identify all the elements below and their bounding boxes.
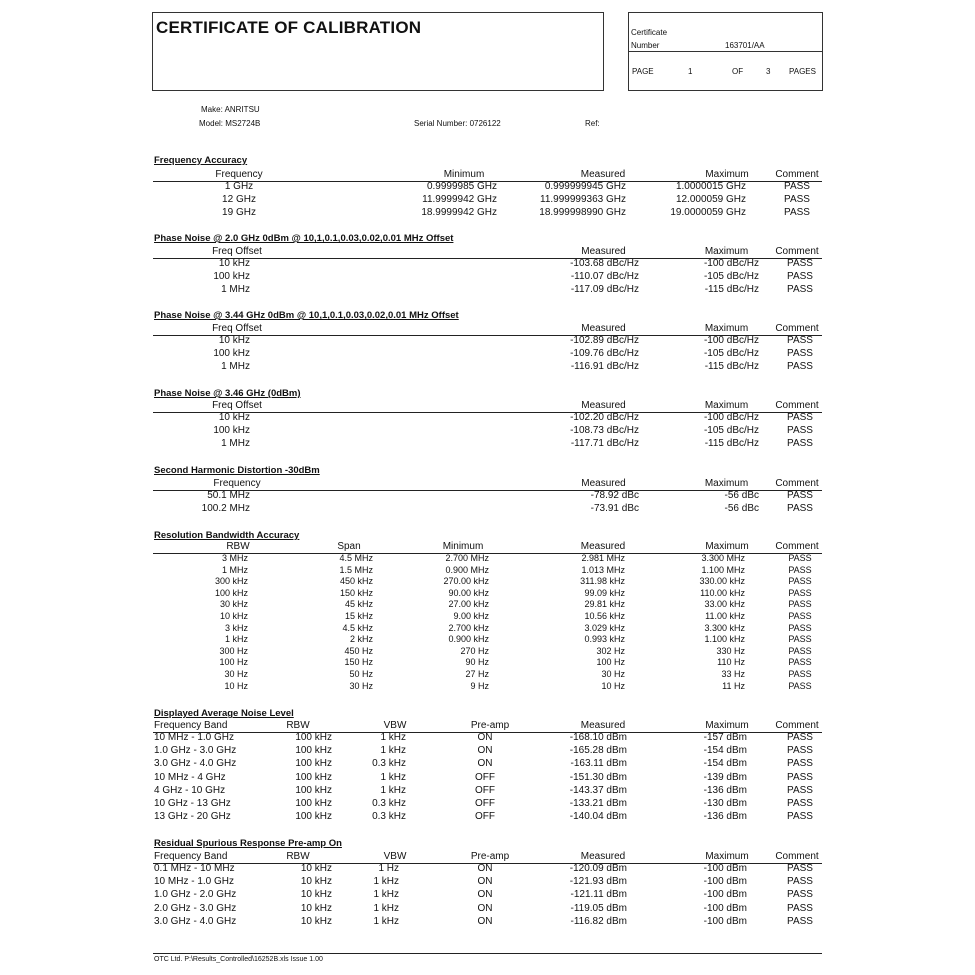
table-cell: 1 MHz bbox=[221, 438, 250, 449]
table-cell: 19 GHz bbox=[222, 207, 256, 218]
footer-text: OTC Ltd. P:\Results_Controlled\16252B.xls Issue 1.00 bbox=[154, 956, 323, 963]
column-header-measured: Measured bbox=[581, 323, 626, 334]
table-cell: PASS bbox=[788, 576, 812, 587]
column-header-maximum: Maximum bbox=[705, 169, 749, 180]
table-cell: 4 GHz - 10 GHz bbox=[154, 784, 226, 796]
table-cell: -105 dBc/Hz bbox=[703, 425, 759, 436]
table-cell: 0.900 MHz bbox=[445, 564, 489, 575]
table-cell: -100 dBm bbox=[703, 876, 747, 888]
table-cell: -140.04 dBm bbox=[569, 811, 627, 823]
table-cell: -130 dBm bbox=[703, 798, 747, 809]
column-header-maximum: Maximum bbox=[705, 851, 749, 862]
table-cell: -100 dBc/Hz bbox=[703, 258, 759, 269]
table-cell: 11.9999942 GHz bbox=[422, 194, 497, 205]
table-cell: 3 MHz bbox=[221, 553, 248, 563]
table-cell: 1 kHz bbox=[373, 915, 399, 927]
table-cell: -121.11 dBm bbox=[570, 889, 627, 901]
table-cell: 10 GHz - 13 GHz bbox=[154, 798, 231, 809]
table-cell: 33.00 kHz bbox=[704, 599, 745, 610]
column-header-freq-offset: Freq Offset bbox=[212, 246, 262, 257]
table-cell: PASS bbox=[788, 657, 812, 668]
section-title: Frequency Accuracy bbox=[154, 155, 248, 166]
column-header-comment: Comment bbox=[775, 720, 819, 731]
table-cell: -100 dBm bbox=[703, 863, 747, 874]
table-cell: 0.3 kHz bbox=[372, 758, 406, 770]
table-cell: PASS bbox=[787, 425, 813, 436]
pages-label: PAGES bbox=[789, 67, 816, 76]
table-cell: 50 Hz bbox=[349, 669, 373, 679]
table-cell: 100 kHz bbox=[295, 758, 332, 770]
table-cell: 27.00 kHz bbox=[448, 599, 489, 610]
column-header-maximum: Maximum bbox=[705, 720, 749, 731]
table-cell: PASS bbox=[787, 745, 813, 757]
table-cell: 10 kHz bbox=[300, 889, 332, 901]
table-cell: 10 kHz bbox=[218, 335, 250, 346]
table-cell: OFF bbox=[475, 798, 495, 809]
table-cell: 100 kHz bbox=[213, 425, 250, 436]
table-cell: -100 dBm bbox=[703, 915, 747, 927]
table-cell: ON bbox=[477, 876, 493, 888]
table-cell: 18.9999942 GHz bbox=[421, 207, 497, 218]
table-cell: -102.89 dBc/Hz bbox=[570, 335, 639, 346]
table-cell: OFF bbox=[475, 784, 495, 796]
column-header-measured: Measured bbox=[581, 400, 626, 411]
of-label: OF bbox=[732, 67, 744, 76]
table-cell: PASS bbox=[788, 680, 812, 691]
table-cell: PASS bbox=[784, 194, 810, 205]
certificate-label: Certificate bbox=[631, 28, 668, 37]
table-cell: 3.300 MHz bbox=[701, 553, 745, 563]
table-cell: PASS bbox=[787, 784, 813, 796]
table-cell: PASS bbox=[787, 863, 813, 874]
table-cell: 100 kHz bbox=[295, 811, 332, 823]
table-cell: PASS bbox=[787, 889, 813, 901]
column-header-measured: Measured bbox=[580, 851, 626, 862]
column-header-vbw: VBW bbox=[383, 720, 407, 731]
table-cell: 12 GHz bbox=[222, 194, 256, 205]
table-cell: 150 kHz bbox=[339, 587, 373, 598]
table-cell: 30 kHz bbox=[219, 599, 248, 610]
column-header-measured: Measured bbox=[580, 720, 626, 731]
table-cell: 0.993 kHz bbox=[584, 634, 625, 645]
table-cell: PASS bbox=[787, 503, 813, 514]
column-header-maximum: Maximum bbox=[704, 400, 749, 411]
ref-field: Ref: bbox=[585, 119, 600, 128]
column-header-comment: Comment bbox=[775, 323, 819, 334]
table-cell: 11.00 kHz bbox=[705, 611, 745, 621]
table-cell: 100 kHz bbox=[295, 732, 332, 743]
table-cell: ON bbox=[477, 745, 493, 757]
table-cell: -115 dBc/Hz bbox=[704, 361, 759, 372]
table-cell: 50.1 MHz bbox=[207, 490, 250, 501]
table-cell: 100 kHz bbox=[295, 745, 332, 757]
column-header-comment: Comment bbox=[775, 400, 819, 411]
table-cell: 1 MHz bbox=[221, 284, 250, 295]
table-cell: 270 Hz bbox=[460, 645, 489, 656]
table-cell: 100 Hz bbox=[596, 657, 625, 668]
table-cell: -117.09 dBc/Hz bbox=[570, 284, 639, 295]
page-total: 3 bbox=[766, 67, 771, 76]
column-header-frequency-band: Frequency Band bbox=[154, 720, 228, 731]
table-cell: -115 dBc/Hz bbox=[704, 438, 759, 449]
table-cell: ON bbox=[477, 902, 493, 914]
table-cell: 1.5 MHz bbox=[339, 564, 373, 575]
table-cell: 1 kHz bbox=[380, 784, 406, 796]
table-cell: -103.68 dBc/Hz bbox=[570, 258, 639, 269]
section-title: Residual Spurious Response Pre-amp On bbox=[154, 838, 342, 849]
table-cell: 10 Hz bbox=[224, 680, 248, 691]
table-cell: 1 Hz bbox=[378, 863, 399, 874]
table-cell: 12.000059 GHz bbox=[675, 194, 746, 205]
column-header-frequency: Frequency bbox=[215, 169, 263, 180]
table-cell: 9 Hz bbox=[470, 680, 489, 691]
table-cell: PASS bbox=[787, 348, 813, 359]
table-cell: PASS bbox=[787, 271, 813, 282]
table-cell: -165.28 dBm bbox=[569, 745, 627, 757]
table-cell: 3 kHz bbox=[224, 622, 248, 633]
table-cell: 0.1 MHz - 10 MHz bbox=[154, 863, 235, 874]
column-header-comment: Comment bbox=[775, 169, 819, 180]
table-cell: OFF bbox=[475, 811, 495, 823]
table-cell: 100 kHz bbox=[214, 587, 248, 598]
table-cell: PASS bbox=[788, 645, 812, 656]
table-cell: -110.07 dBc/Hz bbox=[570, 271, 639, 282]
table-cell: 4.5 MHz bbox=[339, 553, 373, 563]
table-cell: 11 Hz bbox=[722, 680, 745, 691]
table-cell: 2.700 kHz bbox=[448, 622, 489, 633]
table-cell: -100 dBc/Hz bbox=[703, 412, 759, 423]
table-cell: 302 Hz bbox=[596, 645, 625, 656]
table-cell: -109.76 dBc/Hz bbox=[570, 348, 639, 359]
table-cell: 10 MHz - 4 GHz bbox=[154, 771, 226, 783]
table-cell: 1 MHz bbox=[221, 564, 248, 575]
table-cell: PASS bbox=[788, 669, 812, 679]
column-header-pre-amp: Pre-amp bbox=[470, 851, 510, 862]
table-cell: PASS bbox=[787, 490, 813, 501]
table-cell: PASS bbox=[787, 915, 813, 927]
table-cell: 2.700 MHz bbox=[445, 553, 489, 563]
section-title: Resolution Bandwidth Accuracy bbox=[154, 530, 300, 541]
table-cell: -56 dBc bbox=[724, 503, 759, 514]
table-cell: 30 Hz bbox=[349, 680, 373, 691]
table-cell: PASS bbox=[787, 876, 813, 888]
table-cell: 0.900 kHz bbox=[448, 634, 489, 645]
table-cell: 330 Hz bbox=[716, 645, 745, 656]
table-cell: -151.30 dBm bbox=[569, 771, 627, 783]
table-cell: 10 MHz - 1.0 GHz bbox=[154, 732, 235, 743]
table-cell: PASS bbox=[784, 207, 810, 218]
document-title: CERTIFICATE OF CALIBRATION bbox=[156, 18, 422, 37]
page-label: PAGE bbox=[632, 67, 654, 76]
table-cell: 45 kHz bbox=[344, 599, 373, 610]
table-cell: PASS bbox=[787, 732, 813, 743]
table-cell: 311.98 kHz bbox=[580, 576, 625, 587]
table-cell: -168.10 dBm bbox=[569, 732, 627, 743]
table-cell: 29.81 kHz bbox=[584, 599, 625, 610]
table-cell: PASS bbox=[787, 758, 813, 770]
column-header-comment: Comment bbox=[775, 851, 819, 862]
table-cell: -136 dBm bbox=[703, 784, 747, 796]
table-cell: ON bbox=[477, 889, 493, 901]
table-cell: PASS bbox=[788, 634, 812, 645]
column-header-span: Span bbox=[337, 541, 361, 552]
table-cell: -121.93 dBm bbox=[569, 876, 627, 888]
column-header-rbw: RBW bbox=[226, 541, 250, 552]
table-cell: 100.2 MHz bbox=[201, 503, 250, 514]
table-cell: 100 kHz bbox=[213, 271, 250, 282]
table-cell: -120.09 dBm bbox=[569, 863, 627, 874]
table-cell: 90 Hz bbox=[465, 657, 489, 668]
table-cell: 1 kHz bbox=[380, 771, 406, 783]
table-cell: PASS bbox=[787, 902, 813, 914]
certificate-divider bbox=[628, 51, 823, 52]
table-cell: 1.100 kHz bbox=[704, 634, 745, 645]
section-title: Phase Noise @ 2.0 GHz 0dBm @ 10,1,0.1,0.03,0.02,0.01 MHz Offset bbox=[154, 233, 454, 244]
table-cell: 100 kHz bbox=[213, 348, 250, 359]
table-cell: 4.5 kHz bbox=[342, 622, 373, 633]
table-cell: 33 Hz bbox=[721, 669, 745, 679]
table-cell: PASS bbox=[787, 284, 813, 295]
table-cell: 1.013 MHz bbox=[581, 564, 625, 575]
table-cell: 1.100 MHz bbox=[701, 564, 745, 575]
table-cell: 1 kHz bbox=[380, 732, 406, 743]
table-cell: 450 Hz bbox=[344, 645, 373, 656]
table-cell: 10 kHz bbox=[300, 863, 332, 874]
column-header-rbw: RBW bbox=[286, 720, 310, 731]
table-cell: -108.73 dBc/Hz bbox=[570, 425, 639, 436]
table-cell: -117.71 dBc/Hz bbox=[570, 438, 639, 449]
table-cell: 2.0 GHz - 3.0 GHz bbox=[154, 902, 237, 914]
table-cell: -100 dBm bbox=[703, 902, 747, 914]
table-cell: ON bbox=[477, 915, 493, 927]
table-cell: -115 dBc/Hz bbox=[704, 284, 759, 295]
table-cell: -100 dBc/Hz bbox=[703, 335, 759, 346]
page-number: 1 bbox=[688, 67, 693, 76]
table-cell: 2 kHz bbox=[349, 634, 373, 645]
table-cell: PASS bbox=[788, 622, 812, 633]
table-cell: -154 dBm bbox=[703, 745, 747, 757]
table-cell: -102.20 dBc/Hz bbox=[570, 412, 639, 423]
column-header-frequency-band: Frequency Band bbox=[154, 851, 228, 862]
table-cell: 0.3 kHz bbox=[372, 811, 406, 823]
table-cell: 300 Hz bbox=[219, 645, 248, 656]
table-cell: OFF bbox=[475, 771, 495, 783]
table-cell: 30 Hz bbox=[224, 669, 248, 679]
column-header-measured: Measured bbox=[581, 478, 626, 489]
table-cell: 19.0000059 GHz bbox=[670, 207, 746, 218]
table-cell: 27 Hz bbox=[465, 669, 489, 679]
table-cell: 1 kHz bbox=[224, 634, 248, 645]
table-cell: 1 kHz bbox=[373, 889, 399, 901]
table-cell: 1 kHz bbox=[373, 876, 399, 888]
table-cell: 10.56 kHz bbox=[584, 611, 625, 621]
table-cell: -154 dBm bbox=[703, 758, 747, 770]
column-header-maximum: Maximum bbox=[704, 478, 749, 489]
table-cell: 10 kHz bbox=[300, 876, 332, 888]
table-cell: 330.00 kHz bbox=[699, 576, 745, 587]
table-cell: ON bbox=[477, 758, 493, 770]
model-field: Model: MS2724B bbox=[199, 119, 261, 128]
table-cell: 1 kHz bbox=[380, 745, 406, 757]
table-cell: -139 dBm bbox=[703, 771, 747, 783]
table-cell: -73.91 dBc bbox=[590, 503, 639, 514]
column-header-comment: Comment bbox=[775, 541, 819, 552]
table-cell: PASS bbox=[787, 361, 813, 372]
table-cell: 10 Hz bbox=[601, 680, 625, 691]
table-cell: PASS bbox=[787, 771, 813, 783]
table-cell: PASS bbox=[788, 553, 812, 563]
table-cell: -56 dBc bbox=[724, 490, 759, 501]
table-cell: 110.00 kHz bbox=[700, 587, 745, 598]
table-cell: 3.029 kHz bbox=[584, 622, 625, 633]
table-cell: PASS bbox=[788, 587, 812, 598]
table-cell: 1.0 GHz - 2.0 GHz bbox=[154, 889, 237, 901]
table-cell: 1 GHz bbox=[224, 181, 254, 192]
column-header-minimum: Minimum bbox=[442, 541, 484, 552]
table-cell: 99.09 kHz bbox=[584, 587, 625, 598]
table-cell: -163.11 dBm bbox=[570, 758, 627, 770]
table-cell: 300 kHz bbox=[214, 576, 248, 587]
table-cell: PASS bbox=[787, 438, 813, 449]
column-header-comment: Comment bbox=[775, 478, 819, 489]
table-cell: 100 Hz bbox=[219, 657, 248, 668]
table-cell: PASS bbox=[788, 599, 812, 610]
table-cell: -105 dBc/Hz bbox=[703, 271, 759, 282]
table-cell: 15 kHz bbox=[344, 611, 373, 621]
table-cell: PASS bbox=[787, 412, 813, 423]
make-field: Make: ANRITSU bbox=[201, 105, 260, 114]
table-cell: -105 dBc/Hz bbox=[703, 348, 759, 359]
column-header-minimum: Minimum bbox=[443, 169, 485, 180]
column-header-vbw: VBW bbox=[383, 851, 407, 862]
column-header-frequency: Frequency bbox=[213, 478, 261, 489]
section-title: Second Harmonic Distortion -30dBm bbox=[154, 465, 320, 476]
column-header-maximum: Maximum bbox=[704, 323, 749, 334]
table-cell: -157 dBm bbox=[703, 732, 747, 743]
table-cell: 0.999999945 GHz bbox=[544, 181, 626, 192]
table-cell: -119.05 dBm bbox=[570, 902, 627, 914]
table-cell: 3.0 GHz - 4.0 GHz bbox=[154, 915, 237, 927]
column-header-freq-offset: Freq Offset bbox=[212, 323, 262, 334]
table-cell: 2.981 MHz bbox=[581, 553, 625, 563]
serial-number-field: Serial Number: 0726122 bbox=[414, 119, 501, 128]
table-cell: -116.91 dBc/Hz bbox=[570, 361, 639, 372]
certificate-number: 163701/AA bbox=[725, 41, 765, 50]
column-header-pre-amp: Pre-amp bbox=[470, 720, 510, 731]
table-cell: 450 kHz bbox=[339, 576, 373, 587]
table-cell: 10 kHz bbox=[218, 258, 250, 269]
table-cell: 9.00 kHz bbox=[453, 611, 489, 621]
table-cell: 100 kHz bbox=[295, 771, 332, 783]
table-cell: 10 kHz bbox=[300, 902, 332, 914]
table-cell: 100 kHz bbox=[295, 784, 332, 796]
footer-rule bbox=[153, 953, 822, 954]
column-header-measured: Measured bbox=[580, 541, 626, 552]
table-cell: PASS bbox=[788, 611, 812, 621]
table-cell: ON bbox=[477, 732, 493, 743]
table-cell: PASS bbox=[788, 564, 812, 575]
table-cell: 18.999998990 GHz bbox=[539, 207, 626, 218]
table-cell: -100 dBm bbox=[703, 889, 747, 901]
table-cell: 100 kHz bbox=[295, 798, 332, 809]
table-cell: 3.300 kHz bbox=[704, 622, 745, 633]
table-cell: PASS bbox=[787, 335, 813, 346]
number-label: Number bbox=[631, 41, 660, 50]
table-cell: 10 kHz bbox=[218, 412, 250, 423]
column-header-measured: Measured bbox=[581, 246, 626, 257]
section-title: Phase Noise @ 3.44 GHz 0dBm @ 10,1,0.1,0.03,0.02,0.01 MHz Offset bbox=[154, 310, 459, 321]
table-cell: 0.3 kHz bbox=[372, 798, 406, 809]
section-title: Displayed Average Noise Level bbox=[154, 708, 294, 719]
table-cell: 10 kHz bbox=[219, 611, 248, 621]
table-cell: 10 MHz - 1.0 GHz bbox=[154, 876, 235, 888]
table-cell: 13 GHz - 20 GHz bbox=[154, 811, 231, 823]
table-cell: PASS bbox=[787, 798, 813, 809]
table-cell: 1.0000015 GHz bbox=[675, 181, 746, 192]
table-cell: 150 Hz bbox=[344, 657, 373, 668]
table-cell: 1 kHz bbox=[373, 902, 399, 914]
table-cell: 1 MHz bbox=[221, 361, 250, 372]
column-header-rbw: RBW bbox=[286, 851, 310, 862]
table-cell: PASS bbox=[787, 811, 813, 823]
table-cell: 30 Hz bbox=[601, 669, 625, 679]
table-cell: PASS bbox=[787, 258, 813, 269]
table-cell: 3.0 GHz - 4.0 GHz bbox=[154, 758, 237, 770]
column-header-comment: Comment bbox=[775, 246, 819, 257]
table-cell: 10 kHz bbox=[300, 915, 332, 927]
table-cell: -143.37 dBm bbox=[569, 784, 627, 796]
table-cell: -78.92 dBc bbox=[590, 490, 639, 501]
column-header-measured: Measured bbox=[580, 169, 626, 180]
table-cell: 90.00 kHz bbox=[448, 587, 489, 598]
table-cell: 110 Hz bbox=[717, 657, 745, 668]
table-cell: 1.0 GHz - 3.0 GHz bbox=[154, 745, 237, 757]
section-title: Phase Noise @ 3.46 GHz (0dBm) bbox=[154, 388, 301, 399]
table-cell: 270.00 kHz bbox=[443, 576, 489, 587]
table-cell: ON bbox=[477, 863, 493, 874]
column-header-freq-offset: Freq Offset bbox=[212, 400, 262, 411]
table-cell: -116.82 dBm bbox=[570, 915, 627, 927]
column-header-maximum: Maximum bbox=[704, 246, 749, 257]
column-header-maximum: Maximum bbox=[705, 541, 749, 552]
table-cell: -136 dBm bbox=[703, 811, 747, 823]
table-cell: -133.21 dBm bbox=[569, 798, 627, 809]
table-cell: 0.9999985 GHz bbox=[426, 181, 497, 192]
table-cell: 11.999999363 GHz bbox=[540, 194, 626, 205]
table-cell: PASS bbox=[784, 181, 810, 192]
